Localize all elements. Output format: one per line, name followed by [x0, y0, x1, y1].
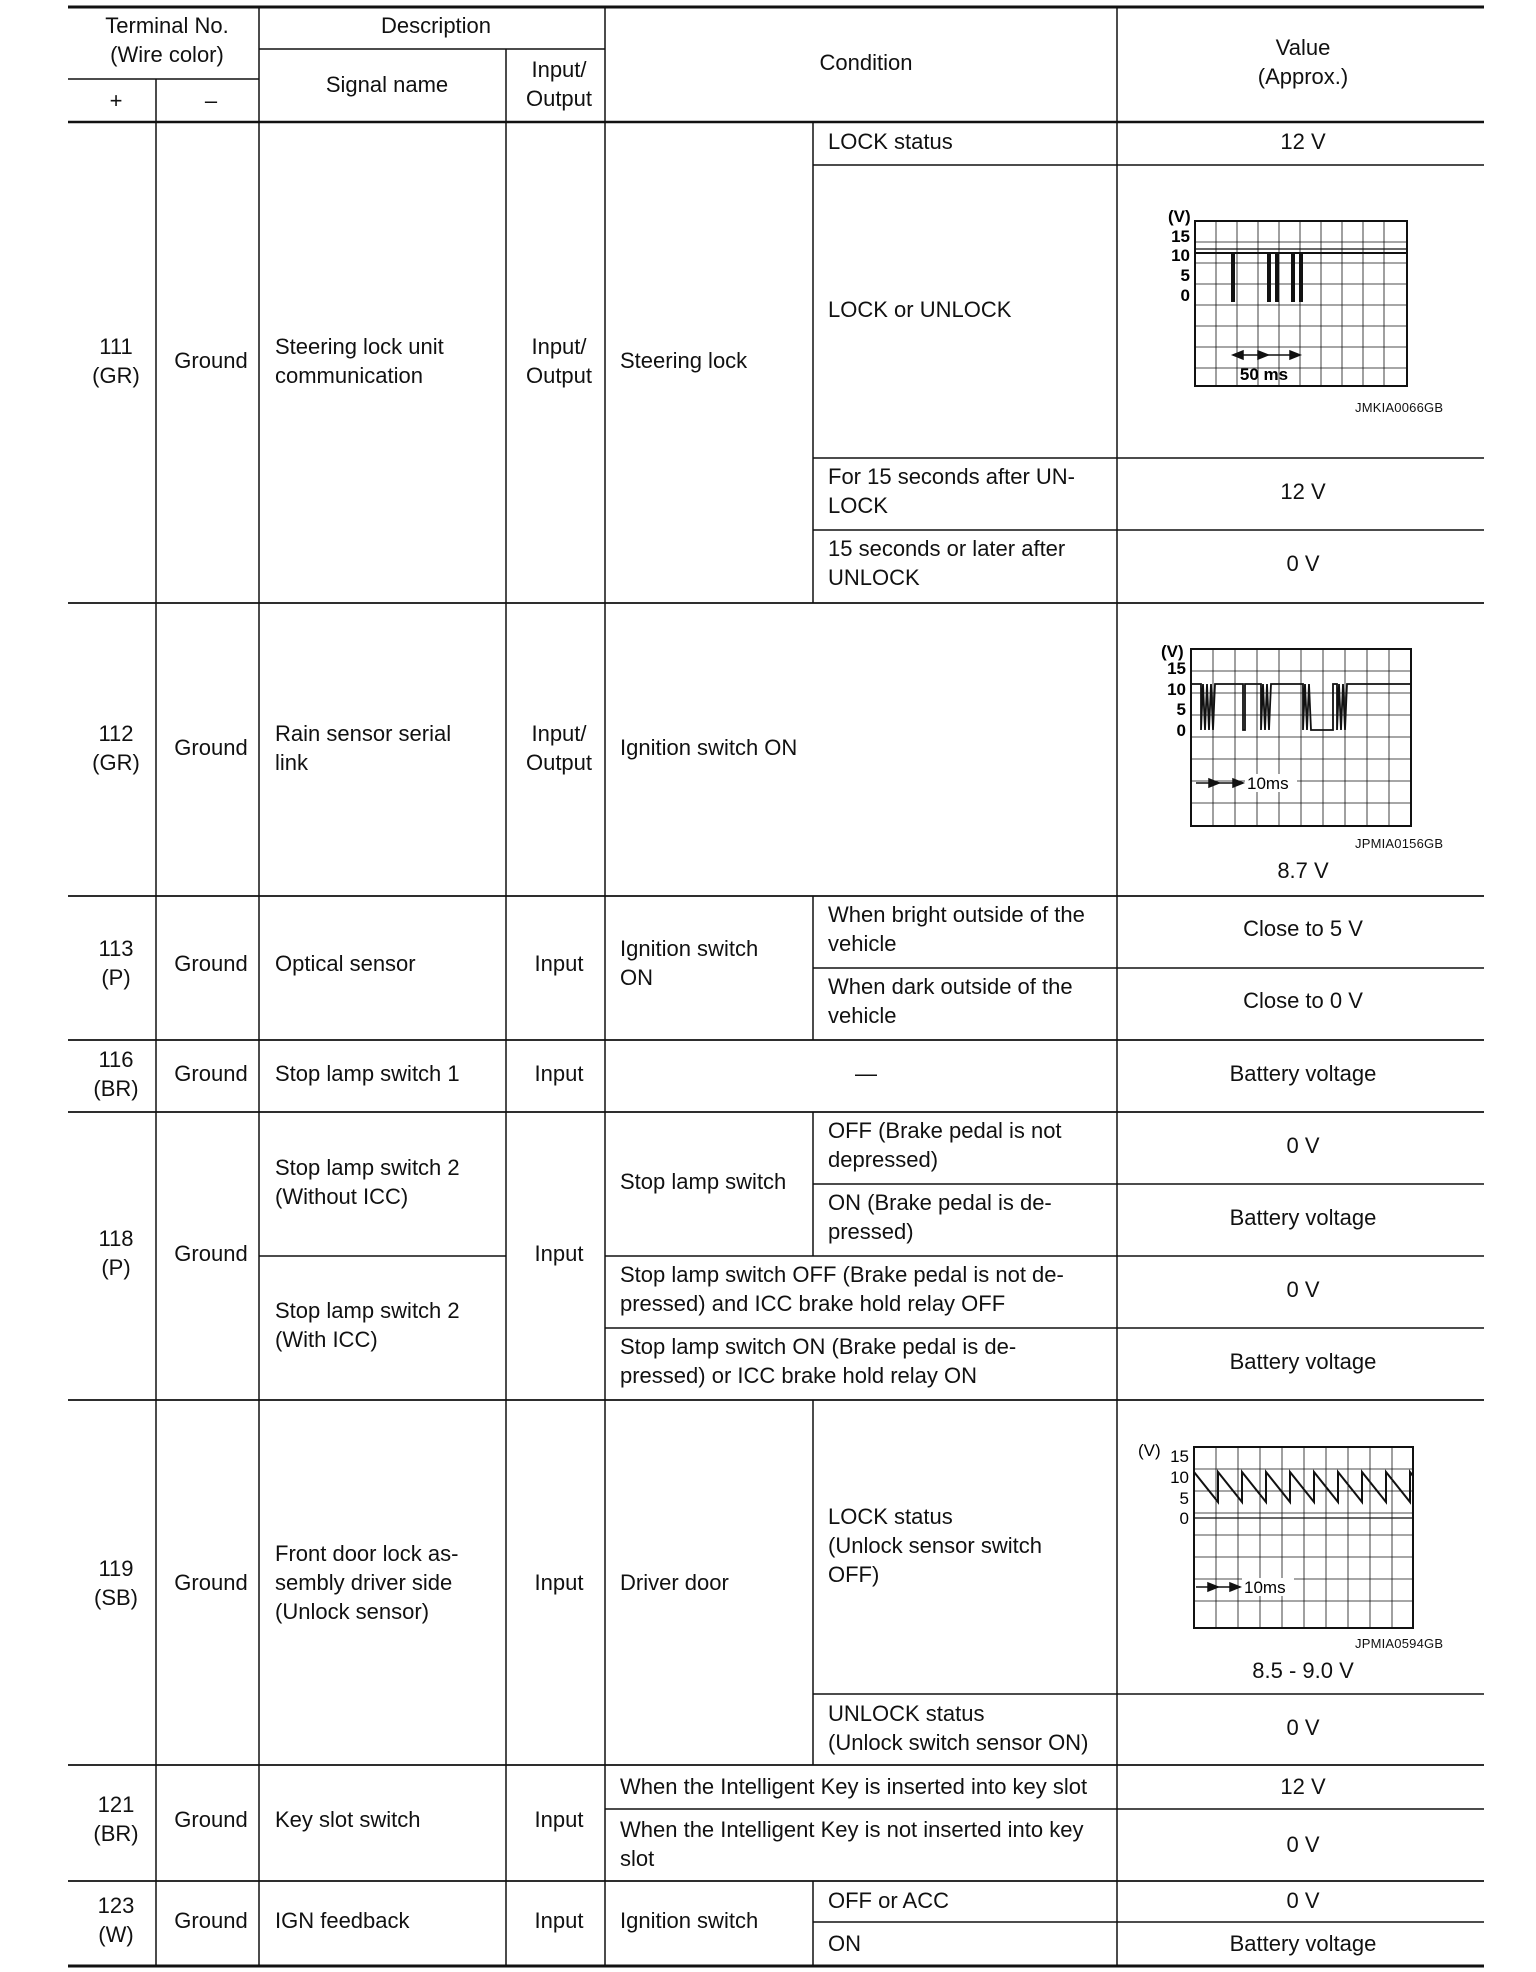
terminal-111: 111 (GR) [92, 334, 140, 388]
io-112: Input/ Output [525, 721, 593, 775]
condition-112: Ignition switch ON [620, 735, 798, 760]
terminal-113: 113 (P) [98, 936, 134, 990]
waveform-112-graphic [1153, 640, 1413, 830]
value-118-icc-off: 0 V [1286, 1277, 1320, 1302]
waveform-119 [1136, 1440, 1416, 1630]
header-terminal-no: Terminal No. (Wire color) [105, 13, 229, 67]
ground-116: Ground [174, 1061, 248, 1086]
io-113: Input [534, 951, 584, 976]
image-code-112: JPMIA0156GB [1355, 836, 1444, 851]
value-121-not-inserted: 0 V [1286, 1832, 1320, 1857]
value-118-icc-on: Battery voltage [1229, 1349, 1377, 1374]
terminal-123: 123 (W) [97, 1893, 135, 1947]
terminal-118: 118 (P) [98, 1226, 134, 1280]
cond-118-off: OFF (Brake pedal is not depressed) [828, 1118, 1062, 1172]
svg-text:15: 15 [1167, 659, 1186, 678]
header-signal-name: Signal name [325, 72, 449, 97]
svg-text:10: 10 [1167, 680, 1186, 699]
condition-119: Driver door [620, 1570, 729, 1595]
terminal-121: 121 (BR) [93, 1792, 139, 1846]
wf-119-time: 10ms [1244, 1578, 1286, 1597]
value-111-15s-after: 12 V [1280, 479, 1326, 504]
signal-118-without-icc: Stop lamp switch 2 (Without ICC) [275, 1155, 460, 1209]
condition-111: Steering lock [620, 348, 748, 373]
waveform-111 [1160, 205, 1420, 390]
cond-118-icc-off: Stop lamp switch OFF (Brake pedal is not de- pressed) and ICC brake hold relay OFF [620, 1262, 1064, 1316]
image-code-119: JPMIA0594GB [1355, 1636, 1444, 1651]
signal-118-with-icc: Stop lamp switch 2 (With ICC) [275, 1298, 460, 1352]
cond-118-icc-on: Stop lamp switch ON (Brake pedal is de- pressed) or ICC brake hold relay ON [620, 1334, 1017, 1388]
header-input-output: Input/ Output [525, 57, 593, 111]
signal-123: IGN feedback [275, 1908, 410, 1933]
value-112: 8.7 V [1277, 858, 1329, 883]
header-minus: – [204, 88, 218, 113]
cond-111-lock-or-unlock: LOCK or UNLOCK [828, 297, 1012, 322]
signal-121: Key slot switch [275, 1807, 421, 1832]
header-plus: + [109, 88, 123, 113]
cond-121-inserted: When the Intelligent Key is inserted into key slot [620, 1774, 1088, 1799]
signal-112: Rain sensor serial link [275, 721, 452, 775]
value-113-bright: Close to 5 V [1243, 916, 1363, 941]
svg-text:15: 15 [1170, 1447, 1189, 1466]
terminal-119: 119 (SB) [94, 1556, 138, 1610]
wf-111-unit: (V) [1168, 207, 1191, 226]
value-121-inserted: 12 V [1280, 1774, 1326, 1799]
value-123-off-acc: 0 V [1286, 1888, 1320, 1913]
value-123-on: Battery voltage [1229, 1931, 1377, 1956]
io-116: Input [534, 1061, 584, 1086]
header-value: Value (Approx.) [1257, 35, 1349, 89]
signal-116: Stop lamp switch 1 [275, 1061, 460, 1086]
io-121: Input [534, 1807, 584, 1832]
ground-119: Ground [174, 1570, 248, 1595]
io-111: Input/ Output [525, 334, 593, 388]
signal-113: Optical sensor [275, 951, 416, 976]
value-118-off: 0 V [1286, 1133, 1320, 1158]
value-119-unlock: 0 V [1286, 1715, 1320, 1740]
cond-113-dark: When dark outside of the vehicle [828, 974, 1073, 1028]
cond-121-not-inserted: When the Intelligent Key is not inserted into key slot [620, 1817, 1084, 1871]
wf-112-unit: (V) [1161, 642, 1184, 661]
io-119: Input [534, 1570, 584, 1595]
cond-119-unlock: UNLOCK status (Unlock switch sensor ON) [828, 1701, 1089, 1755]
waveform-119-graphic [1136, 1440, 1416, 1630]
value-116: Battery voltage [1229, 1061, 1377, 1086]
condition-123: Ignition switch [620, 1908, 759, 1933]
svg-text:5: 5 [1179, 1489, 1189, 1508]
cond-123-off-acc: OFF or ACC [828, 1888, 950, 1913]
cond-118-on: ON (Brake pedal is de- pressed) [828, 1190, 1052, 1244]
ground-113: Ground [174, 951, 248, 976]
value-111-15s-later: 0 V [1286, 551, 1320, 576]
cond-111-15s-later: 15 seconds or later after UNLOCK [828, 536, 1066, 590]
condition-118: Stop lamp switch [620, 1169, 787, 1194]
ground-121: Ground [174, 1807, 248, 1832]
svg-text:10: 10 [1171, 246, 1190, 265]
io-118: Input [534, 1241, 584, 1266]
ground-123: Ground [174, 1908, 248, 1933]
cond-123-on: ON [828, 1931, 861, 1956]
value-111-lock-status: 12 V [1280, 129, 1326, 154]
image-code-111: JMKIA0066GB [1355, 400, 1444, 415]
svg-text:5: 5 [1176, 700, 1186, 719]
value-113-dark: Close to 0 V [1243, 988, 1363, 1013]
value-119-lock: 8.5 - 9.0 V [1252, 1658, 1354, 1683]
cond-119-lock: LOCK status (Unlock sensor switch OFF) [828, 1504, 1042, 1587]
signal-111: Steering lock unit communication [275, 334, 444, 388]
svg-text:10: 10 [1170, 1468, 1189, 1487]
wf-119-unit: (V) [1138, 1441, 1161, 1460]
value-118-on: Battery voltage [1229, 1205, 1377, 1230]
waveform-112 [1153, 640, 1413, 830]
signal-119: Front door lock as- sembly driver side (Unlock sensor) [275, 1541, 459, 1624]
terminal-116: 116 (BR) [93, 1047, 139, 1101]
svg-text:0: 0 [1179, 1509, 1189, 1528]
svg-text:5: 5 [1180, 266, 1190, 285]
ground-118: Ground [174, 1241, 248, 1266]
header-condition: Condition [819, 50, 913, 75]
io-123: Input [534, 1908, 584, 1933]
condition-113: Ignition switch ON [620, 936, 759, 990]
cond-113-bright: When bright outside of the vehicle [828, 902, 1085, 956]
svg-text:15: 15 [1171, 227, 1190, 246]
cond-111-15s-after: For 15 seconds after UN- LOCK [828, 464, 1075, 518]
ground-111: Ground [174, 348, 248, 373]
ground-112: Ground [174, 735, 248, 760]
header-description: Description [380, 13, 492, 38]
terminal-112: 112 (GR) [92, 721, 140, 775]
svg-text:0: 0 [1180, 286, 1190, 305]
waveform-111-graphic [1160, 205, 1420, 390]
wf-112-time: 10ms [1247, 774, 1289, 793]
svg-text:0: 0 [1176, 721, 1186, 740]
condition-116: — [855, 1061, 877, 1086]
wf-111-time: 50 ms [1239, 365, 1289, 384]
cond-111-lock-status: LOCK status [828, 129, 953, 154]
